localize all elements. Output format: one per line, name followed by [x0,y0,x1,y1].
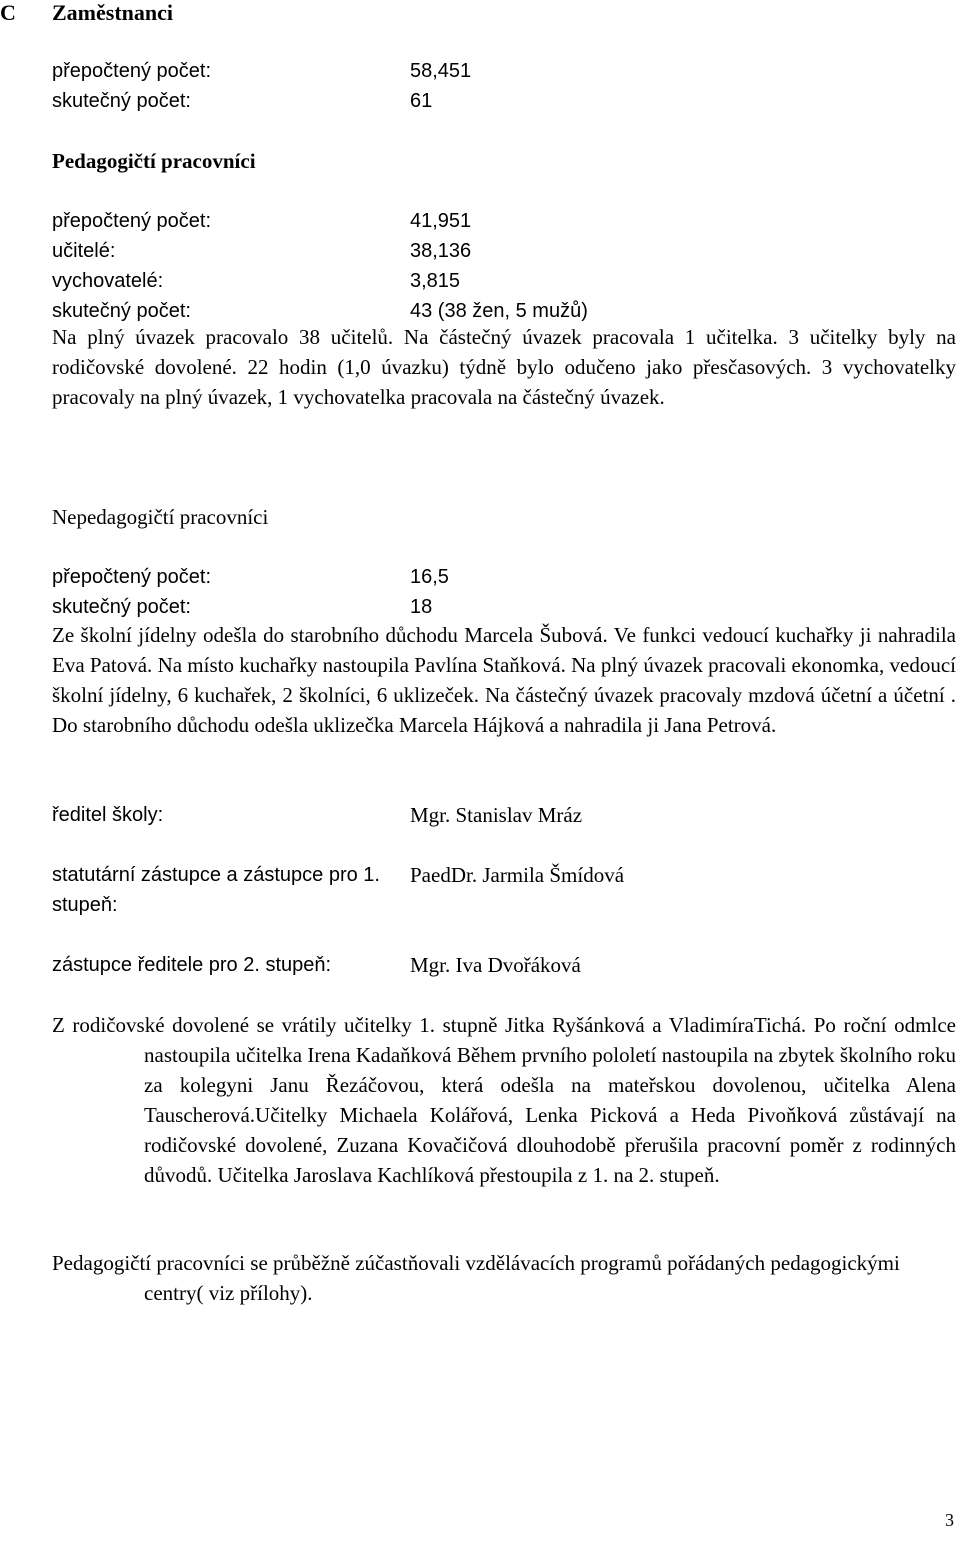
section-heading [0,0,173,28]
pedagogical-stats [52,206,588,326]
role-label: ředitel školy: [52,804,164,826]
nonpedagogical-paragraph: Ze školní jídelny odešla do starobního důchodu Marcela Šubová. Ve funkci vedoucí kuchařky ji nahradila Eva Patová. Na místo kuchařky nastoupila Pavlína Staňková. Na plný úvazek pracovali ekonomka, vedoucí školní jídelny, 6 kuchařek, 2 školníci, 6 uklizeček. Na částečný úvazek pracovaly mzdová účetní a účetní . Do starobního důchodu odešla uklizečka Marcela Hájková a nahradila ji Jana Petrová. [52,623,956,737]
row-value: 61 [410,90,433,112]
nonpedagogical-stats [52,562,449,622]
return-paragraph: Z rodičovské dovolené se vrátily učitelky 1. stupně Jitka Ryšánková a VladimíraTichá. Po roční odmlce nastoupila učitelka Irena Kadaňková Během prvního pololetí nastoupila na zbytek školního roku za kolegyni Janu Řezáčovou, která odešla na mateřskou dovolenou, učitelka Alena Tauscherová.Učitelky Michaela Kolářová, Lenka Picková a Heda Pivoňková zůstávají na rodičovské dovolené, Zuzana Kovačičová dlouhodobě přerušila pracovní poměr z rodinných důvodů. Učitelka Jaroslava Kachlíková přestoupila z 1. na 2. stupeň. [52,1013,956,1187]
person-name: Mgr. Stanislav Mráz [410,803,583,827]
management-row [52,950,752,980]
row-value: 3,815 [410,270,461,292]
person-name: PaedDr. Jarmila Šmídová [410,863,625,887]
role-label: zástupce ředitele pro 2. stupeň: [52,954,332,976]
pedagogical-heading: Pedagogičtí pracovníci [52,149,256,173]
row-value: 18 [410,596,433,618]
row-label: skutečný počet: [52,596,191,618]
management-row [52,800,752,830]
nonpedagogical-heading: Nepedagogičtí pracovníci [52,505,269,529]
section-title: Zaměstnanci [52,0,173,25]
row-value: 58,451 [410,60,472,82]
totals-block [52,56,471,116]
row-value: 16,5 [410,566,449,588]
stats-row [52,236,588,266]
row-label: skutečný počet: [52,300,191,322]
row-value: 41,951 [410,210,472,232]
pedagogical-paragraph: Na plný úvazek pracovalo 38 učitelů. Na částečný úvazek pracovala 1 učitelka. 3 učitelky byly na rodičovské dovolené. 22 hodin (1,0 úvazku) týdně bylo odučeno jako přesčasových. 3 vychovatelky pracovaly na plný úvazek, 1 vychovatelka pracovala na částečný úvazek. [52,325,956,409]
totals-row [52,56,471,86]
stats-row [52,562,449,592]
row-label: vychovatelé: [52,270,164,292]
training-paragraph: Pedagogičtí pracovníci se průběžně zúčastňovali vzdělávacích programů pořádaných pedagogickými centry( viz přílohy). [52,1251,900,1305]
row-label: učitelé: [52,240,116,262]
row-label: přepočtený počet: [52,60,211,82]
stats-row [52,266,588,296]
row-label: přepočtený počet: [52,566,211,588]
row-label: přepočtený počet: [52,210,211,232]
totals-row [52,86,471,116]
person-name: Mgr. Iva Dvořáková [410,953,581,977]
section-letter: C [0,0,16,25]
row-label: skutečný počet: [52,90,191,112]
role-label: statutární zástupce a zástupce pro 1. stupeň: [52,864,380,916]
row-value: 43 (38 žen, 5 mužů) [410,300,588,322]
stats-row [52,592,449,622]
stats-row [52,206,588,236]
row-value: 38,136 [410,240,472,262]
page-number: 3 [945,1510,954,1530]
management-row [52,860,752,920]
